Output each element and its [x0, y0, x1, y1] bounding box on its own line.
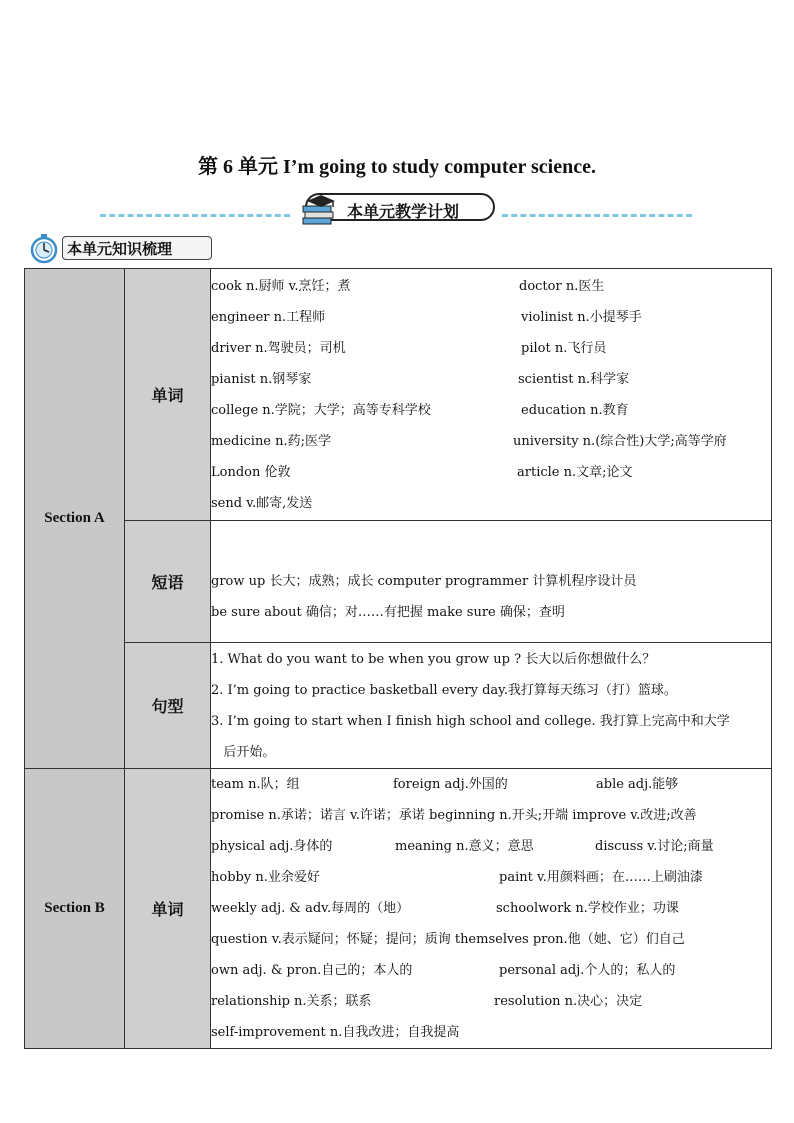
sentence-line: 后开始。: [211, 744, 276, 760]
word-entry: discuss v.讨论;商量: [595, 839, 714, 854]
word-entry: engineer n.工程师: [211, 309, 326, 325]
word-entry: driver n.驾驶员；司机: [211, 340, 346, 356]
sentence-line: 2. I’m going to practice basketball every day.我打算每天练习（打）篮球。: [211, 682, 677, 698]
word-entry: article n.文章;论文: [517, 464, 633, 480]
word-entry: paint v.用颜料画；在……上刷油漆: [499, 870, 703, 885]
knowledge-table: [24, 268, 772, 1049]
word-entry: weekly adj. & adv.每周的（地）: [211, 901, 410, 916]
section-a-sentences-label: 句型: [125, 643, 211, 769]
word-entry: promise n.承诺；诺言 v.许诺；承诺 beginning n.开头;开端 improve v.改进;改善: [211, 808, 697, 823]
stopwatch-icon: [26, 232, 66, 264]
section-a-label: Section A: [25, 269, 125, 769]
banner-divider-left: [100, 214, 290, 217]
word-entry: team n.队；组: [211, 777, 300, 792]
knowledge-summary-label: 本单元知识梳理: [67, 240, 173, 258]
word-entry: foreign adj.外国的: [393, 777, 508, 792]
word-entry: doctor n.医生: [519, 278, 605, 294]
word-entry: personal adj.个人的；私人的: [499, 963, 676, 978]
section-b-words-label: 单词: [125, 769, 211, 1049]
word-entry: violinist n.小提琴手: [521, 309, 642, 325]
word-entry: relationship n.关系；联系: [211, 994, 372, 1009]
word-entry: question v.表示疑问；怀疑；提问；质询 themselves pron.他（她、它）们自己: [211, 932, 685, 947]
word-entry: self-improvement n.自我改进；自我提高: [211, 1025, 460, 1040]
word-entry: meaning n.意义；意思: [395, 839, 534, 854]
section-a-words: [211, 269, 772, 521]
sentence-line: 1. What do you want to be when you grow up ? 长大以后你想做什么？: [211, 651, 656, 667]
word-entry: London 伦敦: [211, 464, 291, 480]
banner-pill: [305, 193, 495, 221]
word-entry: pilot n.飞行员: [521, 340, 607, 356]
page-title: 第 6 单元 I’m going to study computer science.: [198, 156, 596, 178]
section-b-label: Section B: [25, 769, 125, 1049]
teaching-plan-banner: [100, 193, 692, 223]
word-entry: physical adj.身体的: [211, 839, 333, 854]
word-entry: resolution n.决心；决定: [494, 994, 643, 1009]
word-entry: schoolwork n.学校作业；功课: [496, 901, 679, 916]
section-a-sentences: [211, 643, 772, 769]
word-entry: education n.教育: [521, 402, 629, 418]
phrase-line: be sure about 确信；对……有把握 make sure 确保；查明: [211, 604, 565, 620]
table-row: [25, 643, 772, 769]
table-row: [25, 769, 772, 1049]
table-row: [25, 269, 772, 521]
sentence-line: 3. I’m going to start when I finish high school and college. 我打算上完高中和大学: [211, 713, 730, 729]
word-entry: hobby n.业余爱好: [211, 870, 320, 885]
table-row: [25, 521, 772, 643]
word-entry: pianist n.钢琴家: [211, 371, 312, 387]
word-entry: college n.学院；大学；高等专科学校: [211, 402, 431, 418]
word-entry: send v.邮寄,发送: [211, 495, 313, 511]
knowledge-summary-box: [62, 236, 212, 260]
books-icon: [301, 192, 341, 226]
phrase-line: grow up 长大；成熟；成长 computer programmer 计算机程序设计员: [211, 573, 637, 589]
word-entry: able adj.能够: [596, 777, 679, 792]
word-entry: medicine n.药;医学: [211, 433, 332, 449]
word-entry: scientist n.科学家: [518, 371, 630, 387]
banner-label: 本单元教学计划: [347, 202, 460, 221]
section-a-phrases-label: 短语: [125, 521, 211, 643]
knowledge-summary-tag: [26, 232, 216, 262]
section-b-words: [211, 769, 772, 1049]
word-entry: university n.(综合性)大学;高等学府: [513, 433, 727, 449]
word-entry: cook n.厨师 v.烹饪；煮: [211, 278, 351, 294]
section-a-phrases: [211, 521, 772, 643]
section-a-words-label: 单词: [125, 269, 211, 521]
word-entry: own adj. & pron.自己的；本人的: [211, 963, 413, 978]
banner-divider-right: [502, 214, 692, 217]
